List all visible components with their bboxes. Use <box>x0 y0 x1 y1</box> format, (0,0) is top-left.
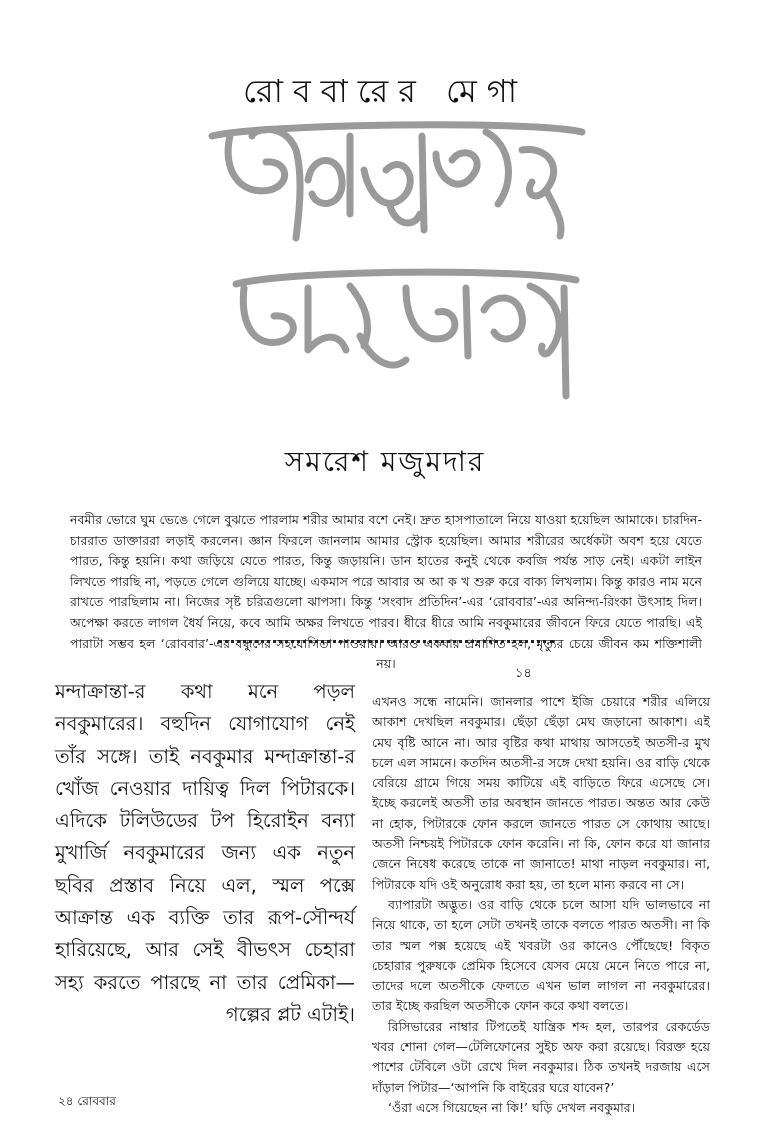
title-glyph-11 <box>546 190 561 236</box>
title-glyph-7 <box>422 136 424 230</box>
story-paragraph: ‘ওঁরা এসে গিয়েছেন না কি!’ ঘড়ি দেখল নবকুমার। <box>388 1099 636 1115</box>
title-glyph-17 <box>484 298 522 339</box>
dotted-divider <box>218 640 554 647</box>
title-glyph-19 <box>564 288 566 396</box>
title-glyph-14 <box>350 286 406 365</box>
title-glyph-5 <box>364 164 410 203</box>
intro-paragraph: নবমীর ভোরে ঘুম ভেঙে গেলে বুঝতে পারলাম শরীর আমার বশে নেই। দ্রুত হাসপাতালে নিয়ে যাওয়া হয়েছিল আমাকে। চারদিন-চাররাত ডাক্তাররা লড়াই করলেন। জ্ঞান ফিরলে জানলাম আমার স্ট্রোক হয়েছিল। আমার শরীরের অর্ধেকটা অবশ হয়ে যেতে পারত, কিন্তু হয়নি। কথা জড়িয়ে যেতে পারত, কিন্তু জড়ায়নি। ডান হাতের কনুই থেকে কবজি পর্যন্ত সাড় নেই। একটা লাইন লিখতে পারছি না, পড়তে গেলে গুলিয়ে যাচ্ছে। একমাস পরে আবার অ আ ক খ শুরু করে বাক্য লিখলাম। কিন্তু কারও নাম মনে রাখতে পারছিলাম না। নিজের সৃষ্ট চরিত্রগুলো ঝাপসা। কিন্তু ‘সংবাদ প্রতিদিন’-এর ‘রোববার’-এর অনিন্দ্য-রিংকা উৎসাহ দিল। অপেক্ষা করতে লাগল ধৈর্য নিয়ে, কবে আমি অক্ষর লিখতে পারব। ধীরে ধীরে আমি নবকুমারের জীবনে ফিরে যেতে পারছি। এই পারাটা সম্ভব হল ‘রোববার’-এর বন্ধুদের সহযোগিতা পাওয়ায়। আরও একবার প্রমাণিত হল, মৃত্যুর চেয়ে জীবন কম শক্তিশালী নয়। <box>70 512 702 672</box>
author-byline: সমরেশ মজুমদার <box>284 445 486 478</box>
title-calligraphy-art <box>200 110 590 410</box>
story-paragraph: এখনও সন্ধে নামেনি। জানলার পাশে ইজি চেয়ারে শরীর এলিয়ে আকাশ দেখছিল নবকুমার। ছেঁড়া ছেঁড়া মেঘ জড়ানো আকাশ। এই মেঘ বৃষ্টি আনে না। আর বৃষ্টির কথা মাথায় আসতেই অতসী-র মুখ চলে এল সামনে। কতদিন অতসী-র সঙ্গে দেখা হয়নি। ওর বাড়ি থেকে বেরিয়ে গ্রামে গিয়ে সময় কাটিয়ে এই বাড়িতে ফিরে এসেছে সে। ইচ্ছে করলেই অতসী তার অবস্থান জানতে পারত। অন্তত আর কেউ না হোক, পিটারকে ফোন করলে জানতে পারত সে কোথায় আছে। অতসী নিশ্চয়ই পিটারকে ফোন করেনি। না কি, ফোন করে যা জানার জেনে নিষেধ করেছে তাকে না জানাতে! মাথা নাড়ল নবকুমার। না, পিটারকে যদি ওই অনুরোধ করা হয়, তা হলে মান্য করবে না সে। <box>372 694 710 892</box>
story-paragraph: ব্যাপারটা অদ্ভুত। ওর বাড়ি থেকে চলে আসা যদি ভালভাবে না নিয়ে থাকে, তা হলে সেটা তখনই তাকে বলতে পারত অতসী। না কি তার স্মল পক্স হয়েছে এই খবরটা ওর কানেও পৌঁছেছে! বিকৃত চেহারার পুরুষকে প্রেমিক হিসেবে যেসব মেয়ে মেনে নিতে পারে না, তাদের দলে অতসীকে ফেলতে এখন ভাল লাগল না নবকুমারের। তার ইচ্ছে করছিল অতসীকে ফোন করে কথা বলতে। <box>372 896 710 1014</box>
chapter-number: ১৪ <box>515 666 532 681</box>
story-column <box>372 692 710 1118</box>
title-glyph-6 <box>390 206 420 223</box>
page-footer: ২৪ রোববার <box>58 1094 116 1108</box>
title-glyph-1 <box>228 136 285 191</box>
title-glyph-12 <box>243 288 293 342</box>
section-kicker: রোববারের মেগা <box>242 72 527 110</box>
pull-quote: মন্দাক্রান্তা-র কথা মনে পড়ল নবকুমারের। বহুদিন যোগাযোগ নেই তাঁর সঙ্গে। তাই নবকুমার মন্দাক্রান্তা-র খোঁজ নেওয়ার দায়িত্ব দিল পিটারকে। এদিকে টলিউডের টপ হিরোইন বন্যা মুখার্জি নবকুমারের জন্য এক নতুন ছবির প্রস্তাব নিয়ে এল, স্মল পক্সে আক্রান্ত এক ব্যক্তি তার রূপ-সৌন্দর্য হারিয়েছে, আর সেই বীভৎস চেহারা সহ্য করতে পারছে না তার প্রেমিকা—গল্পের প্লট এটাই। <box>55 680 355 1026</box>
title-glyph-18 <box>530 286 559 354</box>
title-calligraphy <box>200 110 590 410</box>
title-text <box>0 408 770 409</box>
title-glyph-8 <box>436 153 477 184</box>
title-line-2 <box>386 408 389 409</box>
title-glyph-15 <box>406 288 455 339</box>
title-glyph-9 <box>486 132 508 204</box>
title-glyph-3 <box>308 161 342 204</box>
title-headstroke-2 <box>236 272 576 284</box>
title-glyph-16 <box>466 288 468 356</box>
title-glyph-13 <box>308 288 346 350</box>
story-paragraph: রিসিভারের নাম্বার টিপতেই যান্ত্রিক শব্দ হল, তারপর রেকর্ডেড খবর শোনা গেল—টেলিফোনের সুইচ অফ করা রয়েছে। বিরক্ত হয়ে পাশের টেবিলে ওটা রেখে দিল নবকুমার। ঠিক তখনই দরজায় এসে দাঁড়াল পিটার—‘আপনি কি বাইরের ঘরে যাবেন?’ <box>372 1018 710 1095</box>
